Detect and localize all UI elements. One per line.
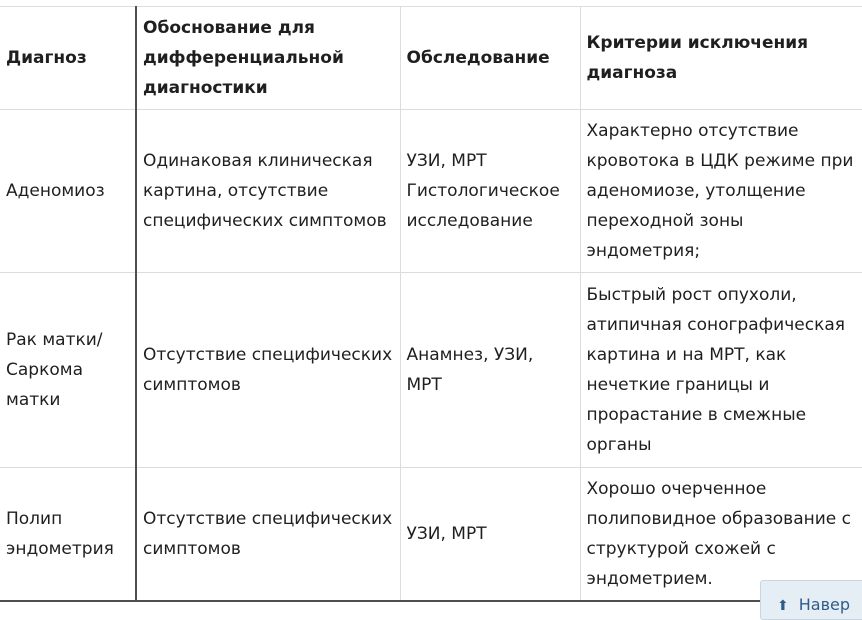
cell-examination: УЗИ, МРТ bbox=[400, 468, 580, 601]
header-examination: Обследование bbox=[400, 7, 580, 110]
header-diagnosis: Диагноз bbox=[0, 7, 136, 110]
back-to-top-button[interactable] bbox=[760, 580, 862, 620]
arrow-up-icon: ⬆ bbox=[777, 598, 789, 614]
cell-examination: УЗИ, МРТ Гистологическое исследование bbox=[400, 110, 580, 273]
cell-exclusion-criteria: Быстрый рост опухоли, атипичная сонографическая картина и на МРТ, как нечеткие границы и прорастание в смежные органы bbox=[580, 273, 862, 468]
table-row bbox=[0, 273, 862, 468]
table-header-row bbox=[0, 7, 862, 110]
cell-rationale: Одинаковая клиническая картина, отсутствие специфических симптомов bbox=[136, 110, 400, 273]
table-row bbox=[0, 110, 862, 273]
back-to-top-label: Навер bbox=[798, 595, 850, 614]
cell-examination: Анамнез, УЗИ, МРТ bbox=[400, 273, 580, 468]
cell-rationale: Отсутствие специфических симптомов bbox=[136, 468, 400, 601]
header-rationale: Обоснование для дифференциальной диагностики bbox=[136, 7, 400, 110]
cell-rationale: Отсутствие специфических симптомов bbox=[136, 273, 400, 468]
cell-diagnosis: Рак матки/ Саркома матки bbox=[0, 273, 136, 468]
cell-diagnosis: Аденомиоз bbox=[0, 110, 136, 273]
cell-diagnosis: Полип эндометрия bbox=[0, 468, 136, 601]
cell-exclusion-criteria: Хорошо очерченное полиповидное образование с структурой схожей с эндометрием. bbox=[580, 468, 862, 601]
header-exclusion-criteria: Критерии исключения диагноза bbox=[580, 7, 862, 110]
cell-exclusion-criteria: Характерно отсутствие кровотока в ЦДК режиме при аденомиозе, утолщение переходной зоны эндометрия; bbox=[580, 110, 862, 273]
table-row bbox=[0, 468, 862, 601]
differential-diagnosis-table bbox=[0, 6, 862, 602]
